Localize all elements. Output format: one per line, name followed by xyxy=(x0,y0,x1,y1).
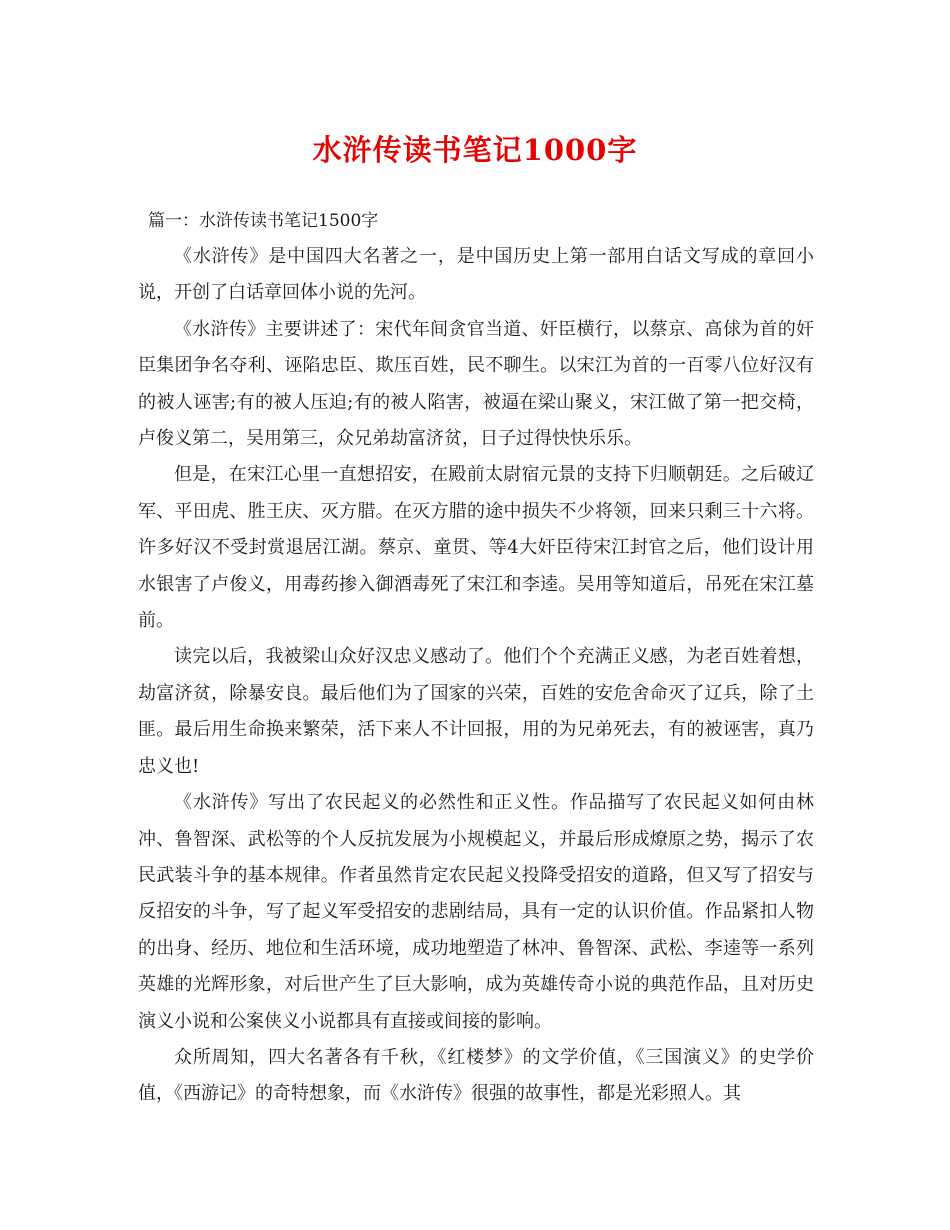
paragraph-6: 众所周知，四大名著各有千秋，《红楼梦》的文学价值，《三国演义》的史学价值，《西游记》的奇特想象，而《水浒传》很强的故事性，都是光彩照人。其 xyxy=(138,1046,814,1105)
paragraph-1: 《水浒传》是中国四大名著之一，是中国历史上第一部用白话文写成的章回小说，开创了白话章回体小说的先河。 xyxy=(138,246,814,304)
paragraph-3: 但是，在宋江心里一直想招安，在殿前太尉宿元景的支持下归顺朝廷。之后破辽军、平田虎、胜王庆、灭方腊。在灭方腊的途中损失不少将领，回来只剩三十六将。许多好汉不受封赏退居江湖。蔡京、童贯、等4大奸臣待宋江封官之后，他们设计用水银害了卢俊义，用毒药掺入御酒毒死了宋江和李逵。吴用等知道后，吊死在宋江墓前。 xyxy=(138,464,814,632)
paragraph-2: 《水浒传》主要讲述了：宋代年间贪官当道、奸臣横行，以蔡京、高俅为首的奸臣集团争名夺利、诬陷忠臣、欺压百姓，民不聊生。以宋江为首的一百零八位好汉有的被人诬害;有的被人压迫;有的被人陷害，被逼在梁山聚义，宋江做了第一把交椅，卢俊义第二，吴用第三，众兄弟劫富济贫，日子过得快快乐乐。 xyxy=(138,318,814,450)
paragraph-5: 《水浒传》写出了农民起义的必然性和正义性。作品描写了农民起义如何由林冲、鲁智深、武松等的个人反抗发展为小规模起义，并最后形成燎原之势，揭示了农民武装斗争的基本规律。作者虽然肯定农民起义投降受招安的道路，但又写了招安与反招安的斗争，写了起义军受招安的悲剧结局，具有一定的认识价值。作品紧扣人物的出身、经历、地位和生活环境，成功地塑造了林冲、鲁智深、武松、李逵等一系列英雄的光辉形象，对后世产生了巨大影响，成为英雄传奇小说的典范作品，且对历史演义小说和公案侠义小说都具有直接或间接的影响。 xyxy=(138,792,814,1032)
document-body xyxy=(138,203,814,1113)
paragraph-4: 读完以后，我被梁山众好汉忠义感动了。他们个个充满正义感，为老百姓着想，劫富济贫，除暴安良。最后他们为了国家的兴荣，百姓的安危舍命灭了辽兵，除了土匪。最后用生命换来繁荣，活下来人不计回报，用的为兄弟死去，有的被诬害，真乃忠义也! xyxy=(138,646,814,777)
document-title: 水浒传读书笔记1000字 xyxy=(312,133,638,167)
section-subtitle: 篇一：水浒传读书笔记1500字 xyxy=(148,211,379,231)
